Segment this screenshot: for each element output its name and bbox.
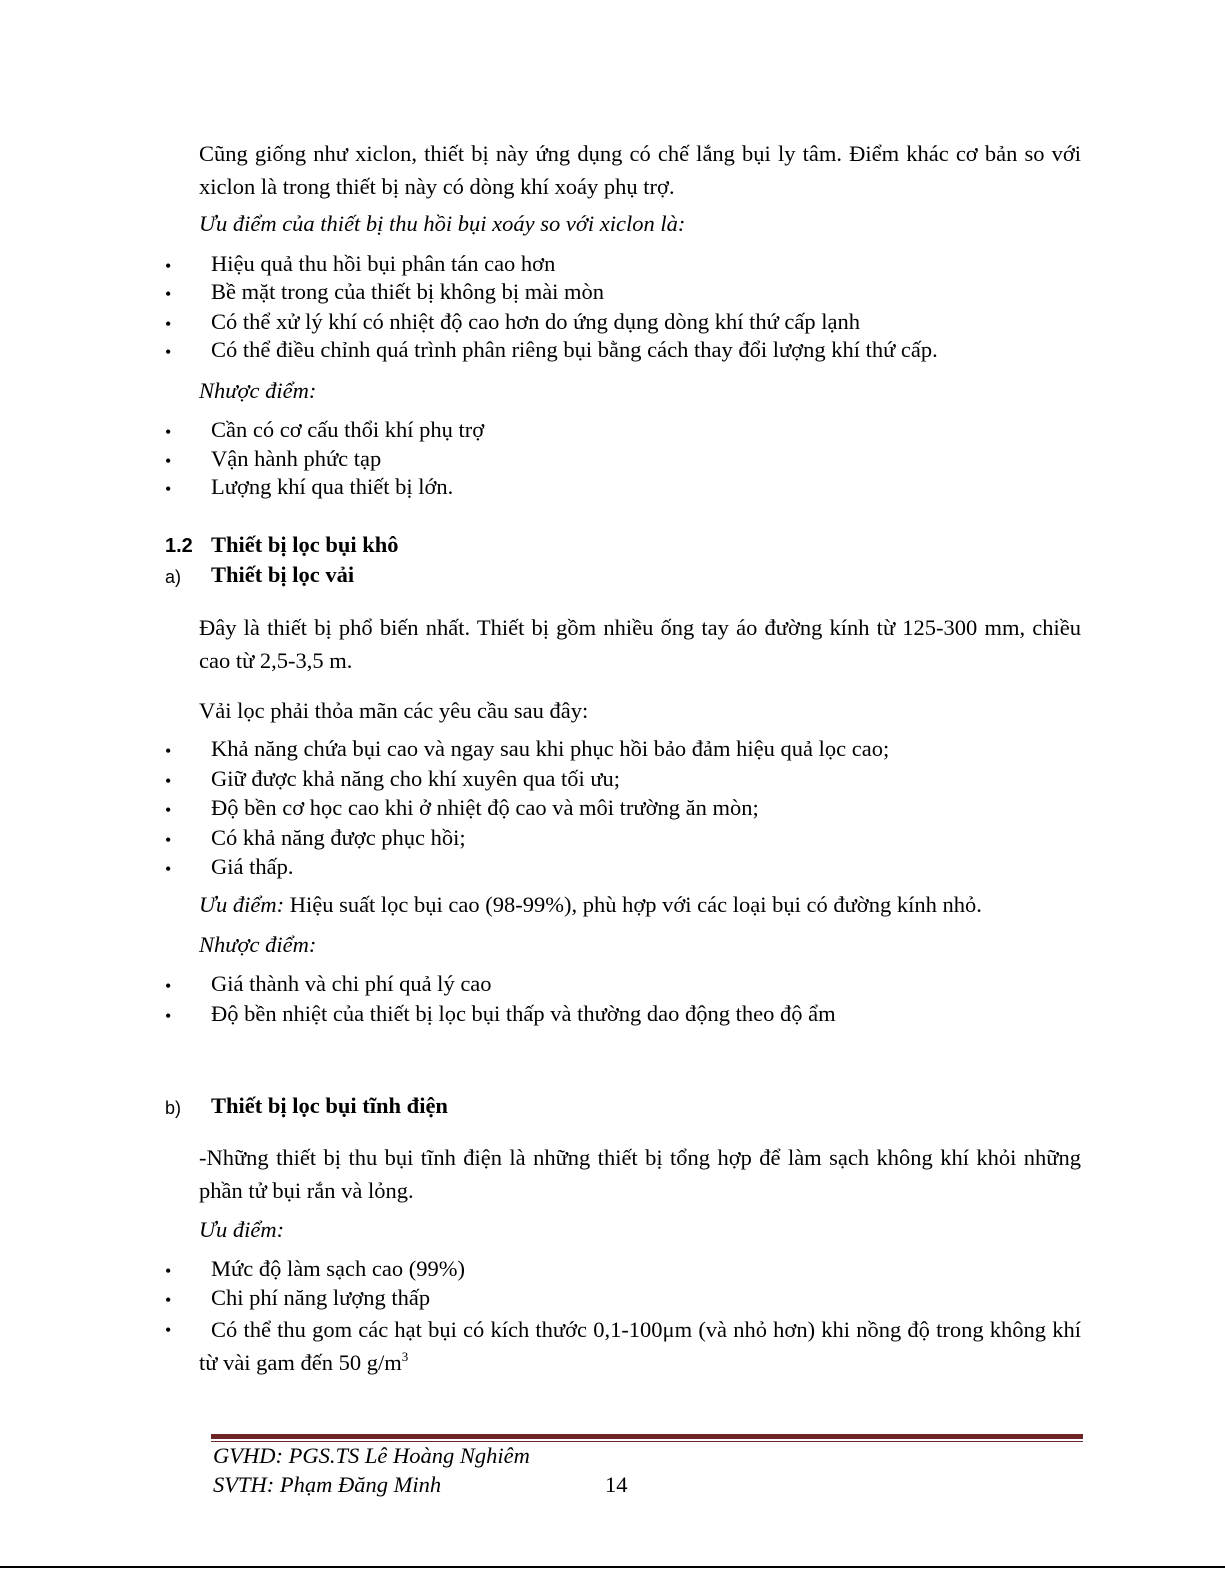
bullet-icon: • — [165, 422, 172, 442]
bullet-icon: • — [165, 1320, 172, 1340]
fabric-filter-paragraph: Đây là thiết bị phổ biến nhất. Thiết bị gồm nhiều ống tay áo đường kính từ 125-300 mm, chiều cao từ 2,5-3,5 m. — [199, 615, 1081, 673]
section-title: Thiết bị lọc bụi khô — [211, 532, 399, 557]
bullet-icon: • — [165, 976, 172, 996]
advantages-heading: Ưu điểm: — [199, 1217, 285, 1242]
bullet-icon: • — [165, 859, 172, 879]
list-item: Độ bền cơ học cao khi ở nhiệt độ cao và môi trường ăn mòn; — [211, 795, 759, 820]
footer-advisor: GVHD: PGS.TS Lê Hoàng Nghiêm — [213, 1443, 530, 1468]
footer-rule — [211, 1434, 1083, 1439]
list-item: Hiệu quả thu hồi bụi phân tán cao hơn — [211, 251, 556, 276]
list-item: Cần có cơ cấu thổi khí phụ trợ — [211, 417, 485, 442]
list-item: Chi phí năng lượng thấp — [211, 1285, 431, 1310]
footer-rule-thin — [211, 1441, 1083, 1442]
bullet-icon: • — [165, 771, 172, 791]
list-item: Mức độ làm sạch cao (99%) — [211, 1256, 465, 1281]
advantages-heading: Ưu điểm của thiết bị thu hồi bụi xoáy so với xiclon là: — [199, 211, 686, 236]
list-item: Khả năng chứa bụi cao và ngay sau khi phục hồi bảo đảm hiệu quả lọc cao; — [211, 736, 890, 761]
list-item: Vận hành phức tạp — [211, 446, 382, 471]
bullet-icon: • — [165, 1290, 172, 1310]
page-number: 14 — [605, 1472, 628, 1497]
bullet-icon: • — [165, 342, 172, 362]
bullet-icon: • — [165, 479, 172, 499]
list-item-text: Có thể thu gom các hạt bụi có kích thước 0,1-100μm (và nhỏ hơn) khi nồng độ trong không khí từ vài gam đến 50 g/m — [199, 1317, 1081, 1375]
bullet-icon: • — [165, 284, 172, 304]
subsection-title: Thiết bị lọc vải — [211, 562, 355, 587]
list-item: Có thể xử lý khí có nhiệt độ cao hơn do ứng dụng dòng khí thứ cấp lạnh — [211, 309, 861, 334]
list-item: Giá thành và chi phí quả lý cao — [211, 971, 492, 996]
list-item: Bề mặt trong của thiết bị không bị mài mòn — [211, 279, 605, 304]
bullet-icon: • — [165, 314, 172, 334]
list-item — [199, 1313, 1081, 1379]
footer-student: SVTH: Phạm Đăng Minh — [213, 1472, 442, 1497]
bullet-icon: • — [165, 830, 172, 850]
list-item: Độ bền nhiệt của thiết bị lọc bụi thấp và thường dao động theo độ ẩm — [211, 1001, 836, 1026]
bullet-icon: • — [165, 451, 172, 471]
list-item: Giữ được khả năng cho khí xuyên qua tối ưu; — [211, 766, 621, 791]
requirements-heading: Vải lọc phải thỏa mãn các yêu cầu sau đây: — [199, 698, 589, 723]
electrostatic-paragraph: -Những thiết bị thu bụi tĩnh điện là những thiết bị tổng hợp để làm sạch không khí khỏi những phần tử bụi rắn và lỏng. — [199, 1145, 1081, 1203]
page-bottom-border — [0, 1566, 1225, 1568]
bullet-icon: • — [165, 1006, 172, 1026]
section-number: 1.2 — [165, 535, 193, 557]
bullet-icon: • — [165, 800, 172, 820]
list-item: Giá thấp. — [211, 854, 294, 879]
list-item: Lượng khí qua thiết bị lớn. — [211, 474, 454, 499]
bullet-icon: • — [165, 256, 172, 276]
disadvantages-heading: Nhược điểm: — [199, 378, 317, 403]
bullet-icon: • — [165, 1261, 172, 1281]
advantages-label: Ưu điểm: — [199, 892, 285, 917]
advantages-text: Hiệu suất lọc bụi cao (98-99%), phù hợp với các loại bụi có đường kính nhỏ. — [284, 892, 982, 917]
subsection-label: a) — [165, 567, 182, 587]
intro-paragraph: Cũng giống như xiclon, thiết bị này ứng dụng có chế lắng bụi ly tâm. Điểm khác cơ bản so với xiclon là trong thiết bị này có dòng khí xoáy phụ trợ. — [199, 141, 1081, 199]
list-item: Có thể điều chỉnh quá trình phân riêng bụi bằng cách thay đổi lượng khí thứ cấp. — [211, 337, 938, 362]
subsection-title: Thiết bị lọc bụi tĩnh điện — [211, 1093, 448, 1118]
list-item: Có khả năng được phục hồi; — [211, 825, 466, 850]
bullet-icon: • — [165, 741, 172, 761]
fabric-advantages — [199, 892, 982, 918]
superscript: 3 — [401, 1349, 409, 1364]
subsection-label: b) — [165, 1098, 182, 1118]
disadvantages-heading: Nhược điểm: — [199, 932, 317, 957]
